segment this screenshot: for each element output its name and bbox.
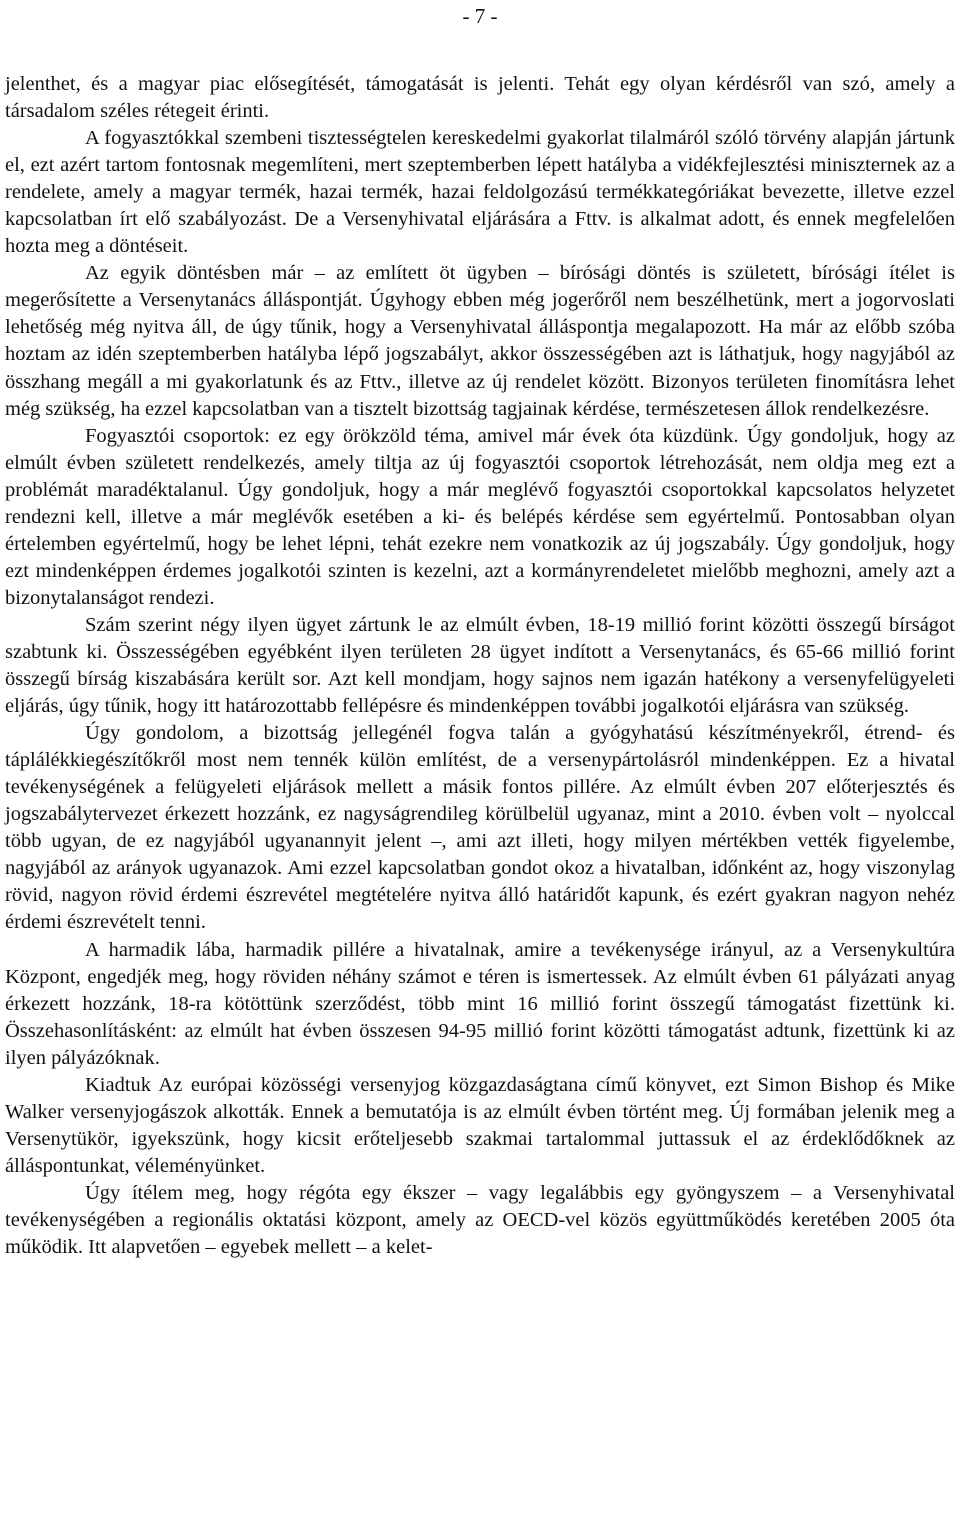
paragraph: Fogyasztói csoportok: ez egy örökzöld téma, amivel már évek óta küzdünk. Úgy gondoljuk, hogy az elmúlt évben született rendelkezés, amely tiltja az új fogyasztói csoportok létrehozását, nem oldja meg ezt a problémát maradéktalanul. Úgy gondoljuk, hogy a már meglévő fogyasztói csoportokkal kapcsolatos helyzetet rendezni kell, illetve a már meglévők esetében a ki- és belépés kérdése sem egyértelmű. Pontosabban olyan értelemben egyértelmű, hogy be lehet lépni, tehát ezekre nem vonatkozik az új jogszabály. Úgy gondoljuk, hogy ezt mindenképpen érdemes jogalkotói szinten is kezelni, azt a kormányrendeletet mielőbb meghozni, amely azt a bizonytalanságot rendezi. xyxy=(5,424,955,609)
paragraph: Úgy gondolom, a bizottság jellegénél fogva talán a gyógyhatású készítményekről, étrend- és táplálékkiegészítőkről most nem tennék külön említést, de a versenypártolásról mindenképpen. Ez a hivatal tevékenységének a felügyeleti eljárások mellett a másik fontos pillére. Az elmúlt évben 207 előterjesztés és jogszabálytervezet érkezett hozzánk, ez nagyságrendileg körülbelül ugyanaz, mint a 2010. évben volt – nyolccal több ugyan, de ez nagyjából ugyanannyit jelent –, ami azt illeti, hogy milyen mértékben vették figyelembe, nagyjából az arányok ugyanazok. Ami ezzel kapcsolatban gondot okoz a hivatalban, időnként az, hogy viszonylag rövid, nagyon rövid érdemi észrevétel megtételére nyitva álló határidőt kapunk, és ezért gyakran nagyon nehéz érdemi észrevételt tenni. xyxy=(5,722,955,934)
body-text xyxy=(5,71,955,1261)
paragraph: A harmadik lába, harmadik pillére a hivatalnak, amire a tevékenysége irányul, az a Versenykultúra Központ, engedjék meg, hogy röviden néhány számot e téren is ismertessek. Az elmúlt évben 61 pályázati anyag érkezett hozzánk, 18-ra kötöttünk szerződést, több mint 16 millió forint összegű támogatást fizettünk ki. Összehasonlításként: az elmúlt hat évben összesen 94-95 millió forint közötti támogatást adtunk, fizettünk ki az ilyen pályázóknak. xyxy=(5,938,955,1069)
paragraph: Kiadtuk Az európai közösségi versenyjog közgazdaságtana című könyvet, ezt Simon Bishop és Mike Walker versenyjogászok alkották. Ennek a bemutatója is az elmúlt évben történt meg. Új formában jelenik meg a Versenytükör, igyekszünk, hogy kicsit erőteljesebb szakmai tartalommal juttassuk el az érdeklődőknek az álláspontunkat, véleményünket. xyxy=(5,1073,955,1177)
paragraph: A fogyasztókkal szembeni tisztességtelen kereskedelmi gyakorlat tilalmáról szóló törvény alapján jártunk el, ezt azért tartom fontosnak megemlíteni, mert szeptemberben lépett hatályba a vidékfejlesztési miniszternek az a rendelete, amely a magyar termék, hazai termék, hazai feldolgozású termékkategóriákat bevezette, illetve ezzel kapcsolatban írt elő szabályozást. De a Versenyhivatal eljárására a Fttv. is alkalmat adott, és ennek megfelelően hozta meg a döntéseit. xyxy=(5,127,955,258)
paragraph: Szám szerint négy ilyen ügyet zártunk le az elmúlt évben, 18-19 millió forint közötti összegű bírságot szabtunk ki. Összességében egyébként ilyen területen 28 ügyet indított a Versenytanács, és 65-66 millió forint összegű bírság kiszabására került sor. Azt kell mondjam, hogy sajnos nem igazán hatékony a versenyfelügyeleti eljárás, úgy tűnik, hogy itt határozottabb fellépésre és mindenképpen további jogalkotói eljárásra van szükség. xyxy=(5,613,955,718)
paragraph: Az egyik döntésben már – az említett öt ügyben – bírósági döntés is született, bírósági ítélet is megerősítette a Versenytanács álláspontját. Úgyhogy ebben még jogerőről nem beszélhetünk, mert a jogorvoslati lehetőség még nyitva áll, de úgy tűnik, hogy a Versenyhivatal álláspontja megalapozott. Ha már az előbb szóba hoztam az idén szeptemberben hatályba lépő jogszabályt, akkor összességében azt is láthatjuk, hogy nagyjából az összhang megáll a mi gyakorlatunk és az Fttv., illetve az új rendelet között. Bizonyos területen finomításra lehet még szükség, ha ezzel kapcsolatban van a tisztelt bizottság tagjainak kérdése, természetesen állok rendelkezésre. xyxy=(5,262,955,420)
paragraph: Úgy ítélem meg, hogy régóta egy ékszer – vagy legalábbis egy gyöngyszem – a Versenyhivatal tevékenységében a regionális oktatási központ, amely az OECD-vel közös együttműködés keretében 2005 óta működik. Itt alapvetően – egyebek mellett – a kelet- xyxy=(5,1181,955,1259)
page-number: - 7 - xyxy=(462,4,498,28)
paragraph: jelenthet, és a magyar piac elősegítését, támogatását is jelenti. Tehát egy olyan kérdésről van szó, amely a társadalom széles rétegeit érinti. xyxy=(5,73,955,123)
